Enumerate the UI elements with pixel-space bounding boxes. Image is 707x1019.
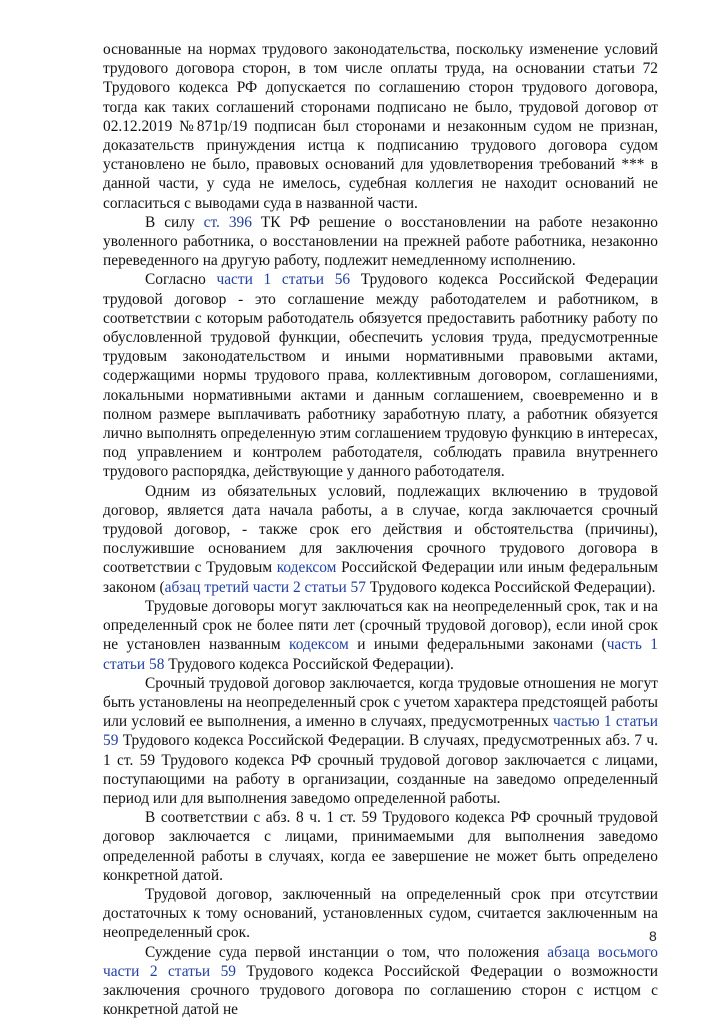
paragraph-7 bbox=[103, 808, 658, 885]
paragraph-8 bbox=[103, 885, 658, 943]
link-codex-2[interactable]: кодексом bbox=[289, 636, 349, 654]
paragraph-9-text-1: Суждение суда первой инстанции о том, что положения bbox=[145, 943, 548, 961]
paragraph-2 bbox=[103, 213, 658, 271]
paragraph-7-text: В соответствии с абз. 8 ч. 1 ст. 59 Трудового кодекса РФ срочный трудовой договор заключается с лицами, принимаемыми для выполнения заведомо определенной работы в случаях, когда ее завершение не может быть определено конкретной датой. bbox=[103, 809, 658, 884]
paragraph-6-text-2: Трудового кодекса Российской Федерации. В случаях, предусмотренных абз. 7 ч. 1 ст. 59 Трудового кодекса РФ срочный трудовой договор заключается с лицами, поступающими на работу в организации, созданные на заведомо определенный период или для выполнения заведомо определенной работы. bbox=[103, 732, 658, 807]
paragraph-4 bbox=[103, 482, 658, 597]
paragraph-5-text-3: Трудового кодекса Российской Федерации). bbox=[164, 655, 454, 673]
document-page bbox=[103, 40, 658, 1019]
page-number: 8 bbox=[649, 928, 657, 944]
paragraph-4-text-1: Одним из обязательных условий, подлежащих включению в трудовой договор, является дата начала работы, а в случае, когда заключается срочный трудовой договор, - также срок его действия и обстоятельства (причины), послужившие основанием для заключения срочного трудового договора в соответствии с Трудовым bbox=[103, 482, 658, 577]
link-part1-art58[interactable]: часть 1 статьи 58 bbox=[103, 636, 658, 673]
link-codex[interactable]: кодексом bbox=[276, 559, 337, 577]
paragraph-9 bbox=[103, 943, 658, 1019]
paragraph-6 bbox=[103, 674, 658, 808]
paragraph-5-text-2: и иными федеральными законами ( bbox=[348, 636, 607, 654]
link-part1-art59[interactable]: частью 1 статьи 59 bbox=[103, 713, 658, 750]
paragraph-6-text-1: Срочный трудовой договор заключается, когда трудовые отношения не могут быть установлены на неопределенный срок с учетом характера предстоящей работы или условий ее выполнения, а именно в случаях, предусмотренных bbox=[103, 674, 658, 731]
paragraph-4-text-2: Российской Федерации или иным федеральным законом ( bbox=[103, 559, 658, 596]
paragraph-2-text-2: ТК РФ решение о восстановлении на работе незаконно уволенного работника, о восстановлении на прежней работе работника, незаконно переведенного на другую работу, подлежит немедленному исполнению. bbox=[103, 213, 658, 270]
paragraph-2-text-1: В силу bbox=[145, 213, 204, 231]
link-abz8-part2-art59[interactable]: абзаца восьмого части 2 статьи 59 bbox=[103, 943, 659, 980]
paragraph-3-text-1: Согласно bbox=[145, 271, 217, 289]
paragraph-3-text-2: Трудового кодекса Российской Федерации трудовой договор - это соглашение между работодателем и работником, в соответствии с которым работодатель обязуется предоставить работнику работу по обусловленной трудовой функции, обеспечить условия труда, предусмотренные трудовым законодательством и иными нормативными правовыми актами, содержащими нормы трудового права, коллективным договором, соглашениями, локальными нормативными актами и данным соглашением, своевременно и в полном размере выплачивать работнику заработную плату, а работник обязуется лично выполнять определенную этим соглашением трудовую функцию в интересах, под управлением и контролем работодателя, соблюдать правила внутреннего трудового распорядка, действующие у данного работодателя. bbox=[103, 271, 658, 481]
paragraph-5-text-1: Трудовые договоры могут заключаться как на неопределенный срок, так и на определенный срок не более пяти лет (срочный трудовой договор), если иной срок не установлен названным bbox=[103, 597, 658, 654]
paragraph-1 bbox=[103, 40, 658, 213]
paragraph-9-text-2: Трудового кодекса Российской Федерации о возможности заключения срочного трудового договора по соглашению сторон с истцом с конкретной датой не bbox=[103, 962, 659, 1019]
paragraph-5 bbox=[103, 597, 658, 674]
paragraph-4-text-3: Трудового кодекса Российской Федерации). bbox=[365, 578, 656, 596]
paragraph-8-text: Трудовой договор, заключенный на определенный срок при отсутствии достаточных к тому оснований, установленных судом, считается заключенным на неопределенный срок. bbox=[103, 885, 658, 942]
paragraph-1-text: основанные на нормах трудового законодательства, поскольку изменение условий трудового договора сторон, в том числе оплаты труда, на основании статьи 72 Трудового кодекса РФ допускается по соглашению сторон трудового договора, тогда как таких соглашений сторонами подписано не было, трудовой договор от 02.12.2019 №871р/19 подписан был сторонами и незаконным судом не признан, доказательств принуждения истца к подписанию трудового договора судом установлено не было, правовых оснований для удовлетворения требований *** в данной части, у суда не имелось, судебная коллегия не находит оснований не согласиться с выводами суда в названной части. bbox=[103, 41, 658, 212]
link-art-396[interactable]: ст. 396 bbox=[203, 213, 252, 231]
paragraph-3 bbox=[103, 270, 658, 481]
link-part1-art56[interactable]: части 1 статьи 56 bbox=[216, 271, 351, 289]
link-art57[interactable]: абзац третий части 2 статьи 57 bbox=[164, 578, 366, 596]
